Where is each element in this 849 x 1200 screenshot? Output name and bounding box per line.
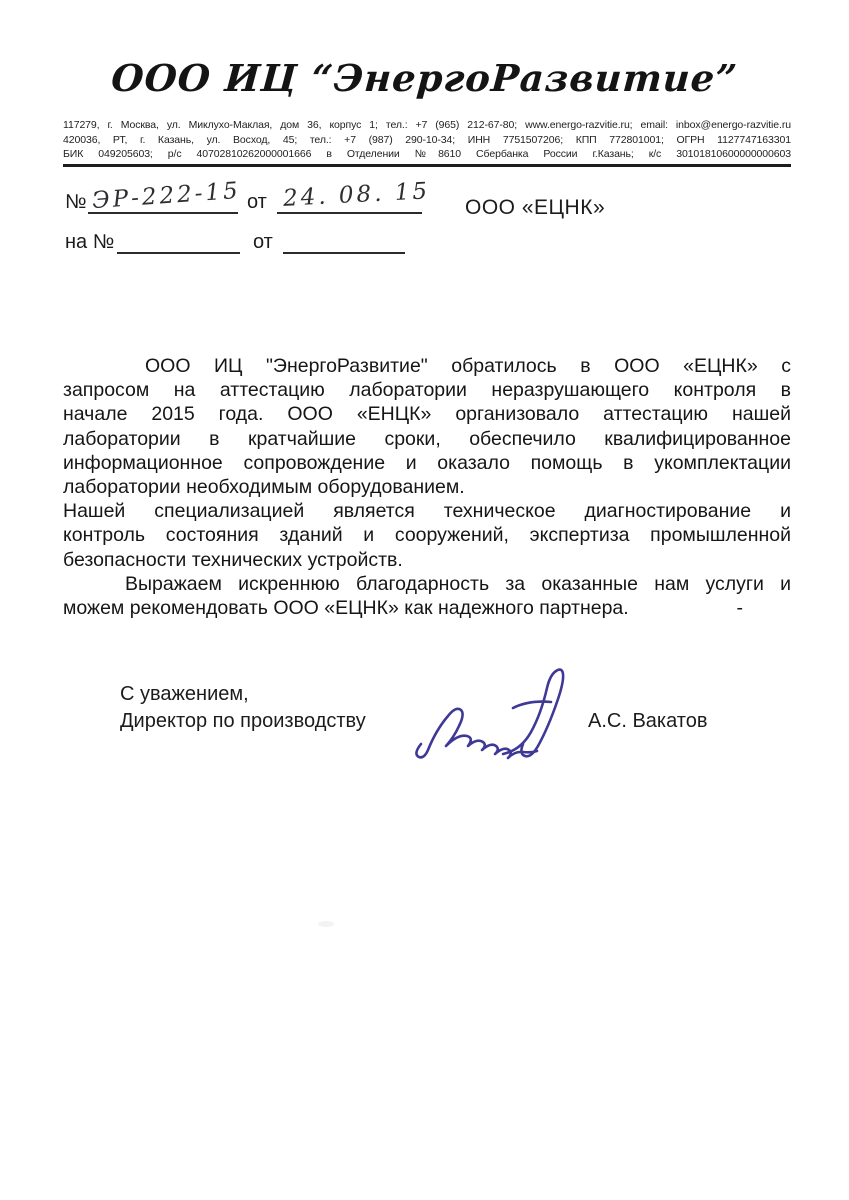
body-paragraph-line: запросом на аттестацию лаборатории неразрушающего контроля в	[63, 379, 791, 402]
letter-body	[63, 354, 791, 620]
company-logo: ООО ИЦ “ЭнергоРазвитие”	[109, 56, 740, 100]
signer-title: Директор по производству	[120, 710, 366, 732]
letterhead-address	[63, 118, 791, 162]
address-line-1: 117279, г. Москва, ул. Миклухо-Маклая, дом 36, корпус 1; тел.: +7 (965) 212-67-80; www.energo-razvitie.ru; email: inbox@energo-razvitie.ru	[63, 119, 791, 131]
body-paragraph-line: ООО ИЦ "ЭнергоРазвитие" обратилось в ООО «ЕЦНК» с	[145, 355, 791, 377]
body-paragraph-line: начале 2015 года. ООО «ЕНЦК» организовало аттестацию нашей	[63, 403, 791, 426]
signature-stroke-main	[416, 709, 537, 758]
address-line-3: БИК 049205603; р/с 40702810262000001666 в Отделении №8610 Сбербанка России г.Казань; к/с 30101810600000000603	[63, 148, 791, 160]
ref-date-label: от	[247, 191, 267, 213]
signature-stroke-flourish	[503, 670, 563, 757]
trailing-dash: -	[736, 596, 743, 619]
closing-salutation: С уважением,	[120, 683, 249, 705]
body-paragraph-line-text: можем рекомендовать ООО «ЕЦНК» как надежного партнера.	[63, 596, 629, 619]
ref-number-label: №	[65, 191, 87, 213]
recipient-name: ООО «ЕЦНК»	[465, 196, 606, 219]
body-paragraph-line: контроль состояния зданий и сооружений, экспертиза промышленной	[63, 524, 791, 547]
scan-artifact	[318, 921, 334, 927]
signature-ink	[405, 650, 580, 768]
body-paragraph-line: Нашей специализацией является техническое диагностирование и	[63, 500, 791, 523]
body-paragraph-line: информационное сопровождение и оказало помощь в укомплектации	[63, 451, 791, 474]
reply-number-line	[117, 230, 240, 254]
signer-name: А.С. Вакатов	[588, 710, 708, 732]
reply-number-label: на №	[65, 231, 115, 253]
signature-stroke-crossbar	[513, 702, 551, 708]
body-paragraph-line: Выражаем искреннюю благодарность за оказанные нам услуги и	[125, 572, 791, 595]
ref-date-value: 24. 08. 15	[282, 178, 431, 212]
header-divider	[63, 164, 791, 167]
body-paragraph-line: лаборатории необходимым оборудованием.	[63, 475, 465, 498]
address-line-2: 420036, РТ, г. Казань, ул. Восход, 45; тел.: +7 (987) 290-10-34; ИНН 7751507206; КПП 772801001; ОГРН 1127747163301	[63, 133, 791, 146]
ref-number-value: ЭР-222-15	[91, 177, 242, 215]
body-paragraph-line: лаборатории в кратчайшие сроки, обеспечило квалифицированное	[63, 427, 791, 450]
reply-date-label: от	[253, 231, 273, 253]
body-paragraph-line	[63, 596, 791, 620]
reply-date-line	[283, 230, 405, 254]
body-paragraph-line: безопасности технических устройств.	[63, 548, 403, 571]
